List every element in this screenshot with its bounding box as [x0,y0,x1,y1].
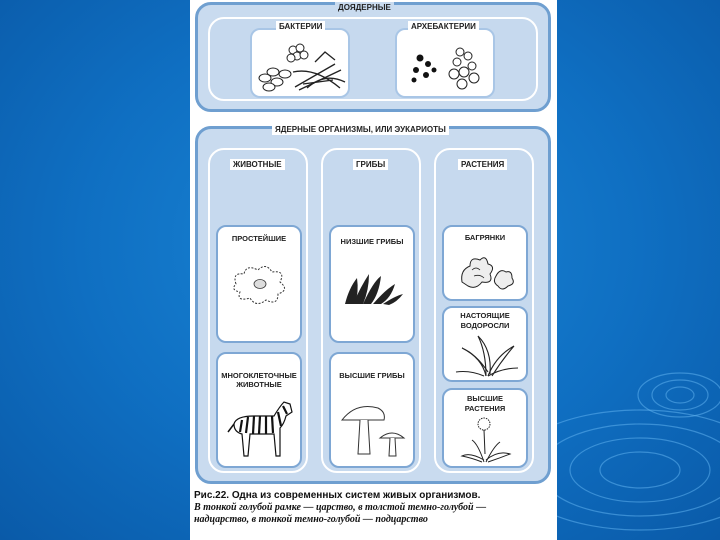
lower-fungi-label: НИЗШИЕ ГРИБЫ [340,237,404,246]
kingdom-plants-label: РАСТЕНИЯ [458,159,507,170]
figure-caption [194,490,554,526]
textbook-figure-page [190,0,557,540]
true-algae-label-line2: ВОДОРОСЛИ [460,321,510,330]
bacteria-label: БАКТЕРИИ [276,21,325,32]
algae-illustration [452,332,522,378]
mold-illustration [339,268,405,308]
dandelion-illustration [458,414,514,466]
figure-caption-lead: Рис.22. Одна из современных систем живых организмов. [194,490,481,501]
figure-caption-line2: В тонкой голубой рамке — царство, в толстой темно-голубой — [194,502,487,513]
archaebacteria-illustration [402,42,492,94]
bacteria-illustration [255,42,350,94]
red-algae-label: БАГРЯНКИ [464,233,506,242]
figure-caption-line3: надцарство, в тонкой темно-голубой — подцарство [194,514,428,525]
kingdom-fungi-label: ГРИБЫ [353,159,388,170]
higher-fungi-label: ВЫСШИЕ ГРИБЫ [339,371,405,380]
mushroom-illustration [338,398,408,460]
kingdom-animals-label: ЖИВОТНЫЕ [230,159,285,170]
archaebacteria-label: АРХЕБАКТЕРИИ [408,21,479,32]
higher-plants-label-line2: РАСТЕНИЯ [464,404,506,413]
amoeba-illustration [228,262,292,308]
protozoa-label: ПРОСТЕЙШИЕ [231,234,287,243]
higher-plants-label-line1: ВЫСШИЕ [466,394,504,403]
zebra-illustration [224,398,296,462]
true-algae-label-line1: НАСТОЯЩИЕ [460,311,510,320]
prokaryotes-title: ДОЯДЕРНЫЕ [335,2,394,13]
multicellular-animals-label-line2: ЖИВОТНЫЕ [236,380,282,389]
multicellular-animals-label-line1: МНОГОКЛЕТОЧНЫЕ [221,371,297,380]
red-algae-illustration [456,252,518,296]
eukaryotes-title: ЯДЕРНЫЕ ОРГАНИЗМЫ, ИЛИ ЭУКАРИОТЫ [272,124,449,135]
